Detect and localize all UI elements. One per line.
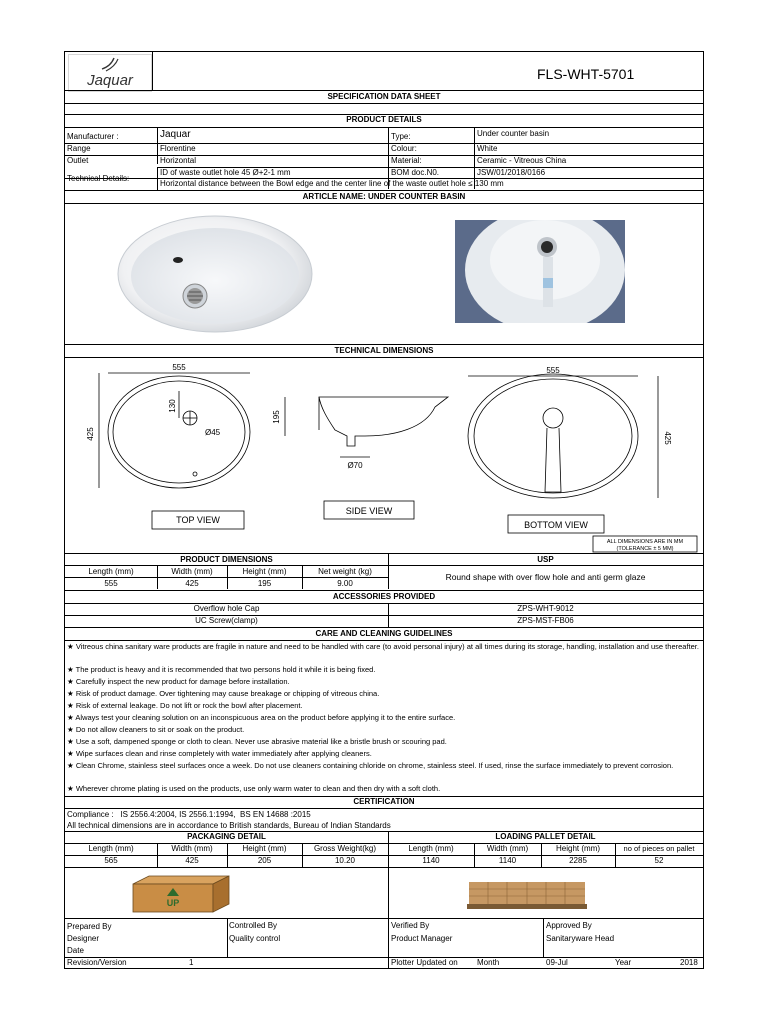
- pkg-width: 425: [185, 856, 199, 865]
- pd-weight: 9.00: [337, 579, 353, 588]
- technical-label: Technical Details:: [67, 174, 130, 183]
- side-view-label: SIDE VIEW: [345, 506, 393, 516]
- bottom-view-label: BOTTOM VIEW: [524, 520, 588, 530]
- accessory-name: Overflow hole Cap: [193, 604, 260, 613]
- bom-value: JSW/01/2018/0166: [477, 168, 546, 177]
- pkg-header-width: Width (mm): [171, 844, 213, 853]
- dim-height: 195: [272, 410, 281, 424]
- pkg-length: 565: [104, 856, 118, 865]
- article-title: ARTICLE NAME: UNDER COUNTER BASIN: [302, 192, 466, 201]
- month-value: 09-Jul: [546, 958, 568, 967]
- technical-detail-1: ID of waste outlet hole 45 Ø+2-1 mm: [160, 168, 291, 177]
- verified-role: Product Manager: [391, 934, 453, 943]
- pkg-header-length: Length (mm): [88, 844, 134, 853]
- usp-text: Round shape with over flow hole and anti germ glaze: [445, 572, 646, 582]
- pkg-header-height: Height (mm): [242, 844, 287, 853]
- carton-box-image: [129, 874, 233, 914]
- material-label: Material:: [391, 156, 422, 165]
- outlet-value: Horizontal: [160, 156, 197, 165]
- dim-outlet: Ø70: [347, 461, 363, 470]
- prepared-label: Prepared By: [67, 922, 112, 931]
- type-label: Type:: [391, 132, 411, 141]
- pd-header-height: Height (mm): [242, 567, 287, 576]
- revision-label: Revision/Version: [67, 958, 127, 967]
- pallet-header-height: Height (mm): [555, 844, 600, 853]
- approved-label: Approved By: [546, 921, 592, 930]
- pd-header-width: Width (mm): [171, 567, 213, 576]
- manufacturer-label: Manufacturer :: [67, 132, 119, 141]
- colour-label: Colour:: [391, 144, 417, 153]
- care-item: ★ Vitreous china sanitary ware products are fragile in nature and need to be handled with care (to avoid personal injury) at all times during its storage, handling, installation and use thereafter.: [67, 642, 699, 651]
- technical-title: TECHNICAL DIMENSIONS: [334, 346, 434, 355]
- pallet-header-pieces: no of pieces on pallet: [623, 844, 695, 853]
- bom-label: BOM doc.N0.: [391, 168, 440, 177]
- manufacturer-value: Jaquar: [160, 129, 191, 140]
- care-title: CARE AND CLEANING GUIDELINES: [315, 629, 453, 638]
- controlled-role: Quality control: [229, 934, 281, 943]
- product-details-title: PRODUCT DETAILS: [346, 115, 422, 124]
- jaquar-logo: [68, 54, 152, 92]
- pallet-title: LOADING PALLET DETAIL: [495, 832, 596, 841]
- date-label: Date: [67, 946, 84, 955]
- brand-name: Jaquar: [87, 72, 133, 89]
- pkg-header-weight: Gross Weight(kg): [313, 844, 377, 853]
- pkg-height: 205: [257, 856, 272, 865]
- care-item: ★ Wherever chrome plating is used on the products, use only warm water to clean and then dry with a soft cloth.: [67, 784, 441, 793]
- compliance-text: Compliance : IS 2556.4:2004, IS 2556.1:1994, BS EN 14688 :2015: [67, 810, 311, 819]
- pd-height: 195: [257, 579, 272, 588]
- pallet-header-length: Length (mm): [408, 844, 454, 853]
- dim-top-depth: 425: [86, 427, 95, 441]
- sheet-title: SPECIFICATION DATA SHEET: [327, 92, 441, 101]
- packaging-title: PACKAGING DETAIL: [187, 832, 266, 841]
- pallet-height: 2285: [569, 856, 587, 865]
- basin-top-photo: [115, 210, 315, 336]
- pallet-header-width: Width (mm): [486, 844, 529, 853]
- tolerance-note: (TOLERANCE ± 5 MM): [616, 546, 674, 552]
- spec-sheet: [64, 51, 704, 969]
- care-item: ★ Always test your cleaning solution on an inconspicuous area on the product before applying it to the entire surface.: [67, 713, 456, 722]
- pkg-weight: 10.20: [334, 856, 356, 865]
- pd-length: 555: [104, 579, 118, 588]
- outlet-label: Outlet: [67, 156, 89, 165]
- care-item: ★ Risk of external leakage. Do not lift or rock the bowl after placement.: [67, 701, 303, 710]
- basin-bottom-photo: [455, 220, 625, 323]
- accessory-code: ZPS-MST-FB06: [517, 616, 574, 625]
- top-view-label: TOP VIEW: [176, 515, 220, 525]
- pallet-pieces: 52: [654, 856, 664, 865]
- certification-title: CERTIFICATION: [353, 797, 415, 806]
- technical-detail-2: Horizontal distance between the Bowl edge and the center line of the waste outlet hole ≤ 130 mm: [160, 179, 504, 188]
- dim-bottom-depth: 425: [663, 431, 672, 445]
- care-item: ★ Carefully inspect the new product for damage before installation.: [67, 677, 290, 686]
- controlled-label: Controlled By: [229, 921, 278, 930]
- loading-pallet-image: [465, 876, 595, 912]
- dim-top-width: 555: [172, 363, 186, 372]
- pd-width: 425: [185, 579, 199, 588]
- usp-title: USP: [537, 555, 554, 564]
- care-item: ★ Use a soft, dampened sponge or cloth to clean. Never use abrasive material like a bristle brush or scouring pad.: [67, 737, 447, 746]
- year-label: Year: [615, 958, 632, 967]
- year-value: 2018: [680, 958, 698, 967]
- pd-header-length: Length (mm): [88, 567, 134, 576]
- technical-drawing: [65, 358, 703, 553]
- dim-waste-hole: Ø45: [205, 428, 221, 437]
- standards-statement: All technical dimensions are in accordance to British standards, Bureau of Indian Standards: [67, 821, 391, 830]
- approved-role: Sanitaryware Head: [546, 934, 615, 943]
- care-item: ★ Clean Chrome, stainless steel surfaces once a week. Do not use cleaners containing chloride on chrome, stainless steel. If used, rinse the surface immediately to prevent corrosion.: [67, 761, 674, 770]
- material-value: Ceramic - Vitreous China: [477, 156, 567, 165]
- accessory-name: UC Screw(clamp): [195, 616, 258, 625]
- range-value: Florentine: [160, 144, 196, 153]
- prepared-role: Designer: [67, 934, 100, 943]
- dim-offset: 130: [168, 399, 177, 413]
- month-label: Month: [477, 958, 500, 967]
- product-dimensions-title: PRODUCT DIMENSIONS: [180, 555, 273, 564]
- pallet-width: 1140: [498, 856, 517, 865]
- dim-bottom-width: 555: [546, 366, 560, 375]
- accessories-title: ACCESSORIES PROVIDED: [332, 592, 436, 601]
- product-code: FLS-WHT-5701: [537, 66, 635, 82]
- type-value: Under counter basin: [477, 129, 550, 138]
- care-item: ★ The product is heavy and it is recommended that two persons hold it while it is being fixed.: [67, 665, 376, 674]
- pd-header-weight: Net weight (kg): [318, 567, 372, 576]
- pallet-length: 1140: [422, 856, 440, 865]
- verified-label: Verified By: [391, 921, 430, 930]
- dimensions-note: ALL DIMENSIONS ARE IN MM: [606, 539, 684, 545]
- box-up-text: UP: [166, 898, 180, 908]
- care-item: ★ Do not allow cleaners to sit or soak on the product.: [67, 725, 245, 734]
- care-item: ★ Wipe surfaces clean and rinse completely with water immediately after applying cleaners.: [67, 749, 372, 758]
- range-label: Range: [67, 144, 91, 153]
- accessory-code: ZPS-WHT-9012: [517, 604, 574, 613]
- plotter-label: Plotter Updated on: [391, 958, 458, 967]
- revision-value: 1: [189, 958, 194, 967]
- colour-value: White: [477, 144, 498, 153]
- care-item: ★ Risk of product damage. Over tightening may cause breakage or chipping of vitreous china.: [67, 689, 380, 698]
